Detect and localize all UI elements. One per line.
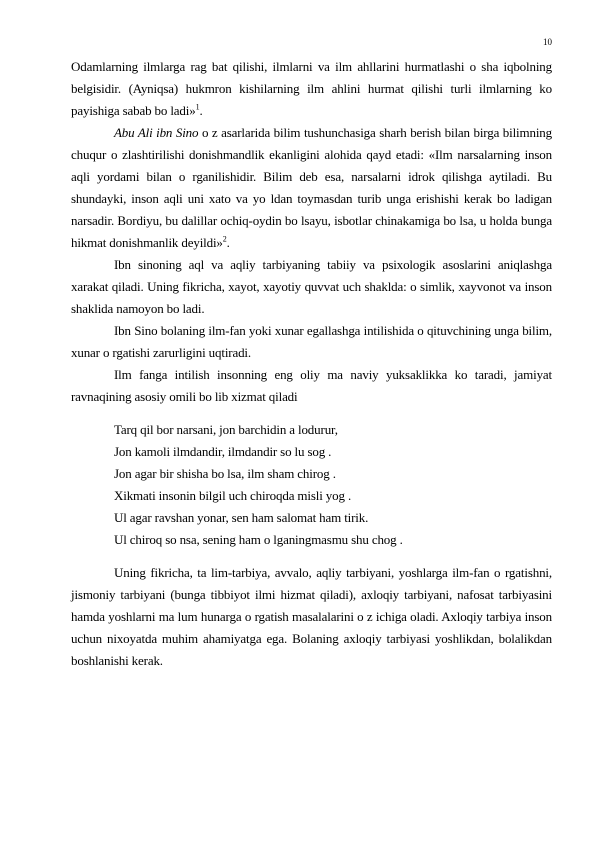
document-body [71,56,552,672]
paragraph-5: Ilm fanga intilish insonning eng oliy ma naviy yuksaklikka ko taradi, jamiyat ravnaqining asosiy omili bo lib xizmat qiladi [71,367,552,404]
paragraph-6: Uning fikricha, ta lim-tarbiya, avvalo, aqliy tarbiyani, yoshlarga ilm-fan o rgatishni, jismoniy tarbiyani (bunga tibbiyot ilmi hizmat qiladi), axloqiy tarbiyani, nafosat tarbiyasini hamda yoshlarni ma lum hunarga o rgatish masalalarini o z ichiga oladi. Axloqiy tarbiya inson uchun nixoyatda muhim ahamiyatga ega. Bolaning axloqiy tarbiyasi yoshlikdan, bolalikdan boshlanishi kerak. [71,565,552,668]
paragraph-1-text: Odamlarning ilmlarga rag bat qilishi, ilmlarni va ilm ahllarini hurmatlashi o sha iqbolning belgisidir. (Ayniqsa) hukmron kishilarning ilm ahlini hurmat qilishi turli ilmlarning ko payishiga sabab bo ladi» [71,59,552,118]
paragraph-2-text: o z asarlarida bilim tushunchasiga sharh berish bilan birga bilimning chuqur o zlashtirilishi donishmandlik ekanligini alohida qayd etadi: «Ilm narsalarning inson aqli yordami bilan o rganilishidir. Bilim deb esa, narsalarni idrok qilishga aytiladi. Bu shundayki, inson aqli uni xato va yo ldan toymasdan turib unga erishishi kerak bo ladigan narsadir. Bordiyu, bu dalillar ochiq-oydin bo lsayu, isbotlar chinakamiga bo lsa, u holda bunga hikmat donishmanlik deyildi» [71,125,552,250]
poem-verse [71,419,552,551]
footnote-ref-1[interactable]: 1 [195,102,200,112]
verse-line: Jon kamoli ilmdandir, ilmdandir so lu sog . [114,444,332,459]
paragraph-4: Ibn Sino bolaning ilm-fan yoki xunar egallashga intilishida o qituvchining unga bilim, xunar o rgatishi zarurligini uqtiradi. [71,323,552,360]
verse-line: Tarq qil bor narsani, jon barchidin a lodurur, [114,422,338,437]
paragraph-1-end: . [199,103,203,118]
paragraph-3: Ibn sinoning aql va aqliy tarbiyaning tabiiy va psixologik asoslarini aniqlashga xarakat qiladi. Uning fikricha, xayot, xayotiy quvvat uch shaklda: o simlik, xayvonot va inson shaklida namoyon bo ladi. [71,257,552,316]
paragraph-2-end: . [226,235,230,250]
paragraph-1 [71,56,552,122]
verse-line: Ul chiroq so nsa, sening ham o lganingmasmu shu chog . [114,532,403,547]
author-name: Abu Ali ibn Sino [114,125,199,140]
verse-line: Jon agar bir shisha bo lsa, ilm sham chirog . [114,466,336,481]
verse-line: Xikmati insonin bilgil uch chiroqda misli yog . [114,488,352,503]
footnote-ref-2[interactable]: 2 [222,234,227,244]
page-number: 10 [543,37,552,47]
verse-line: Ul agar ravshan yonar, sen ham salomat ham tirik. [114,510,369,525]
paragraph-2 [71,122,552,254]
